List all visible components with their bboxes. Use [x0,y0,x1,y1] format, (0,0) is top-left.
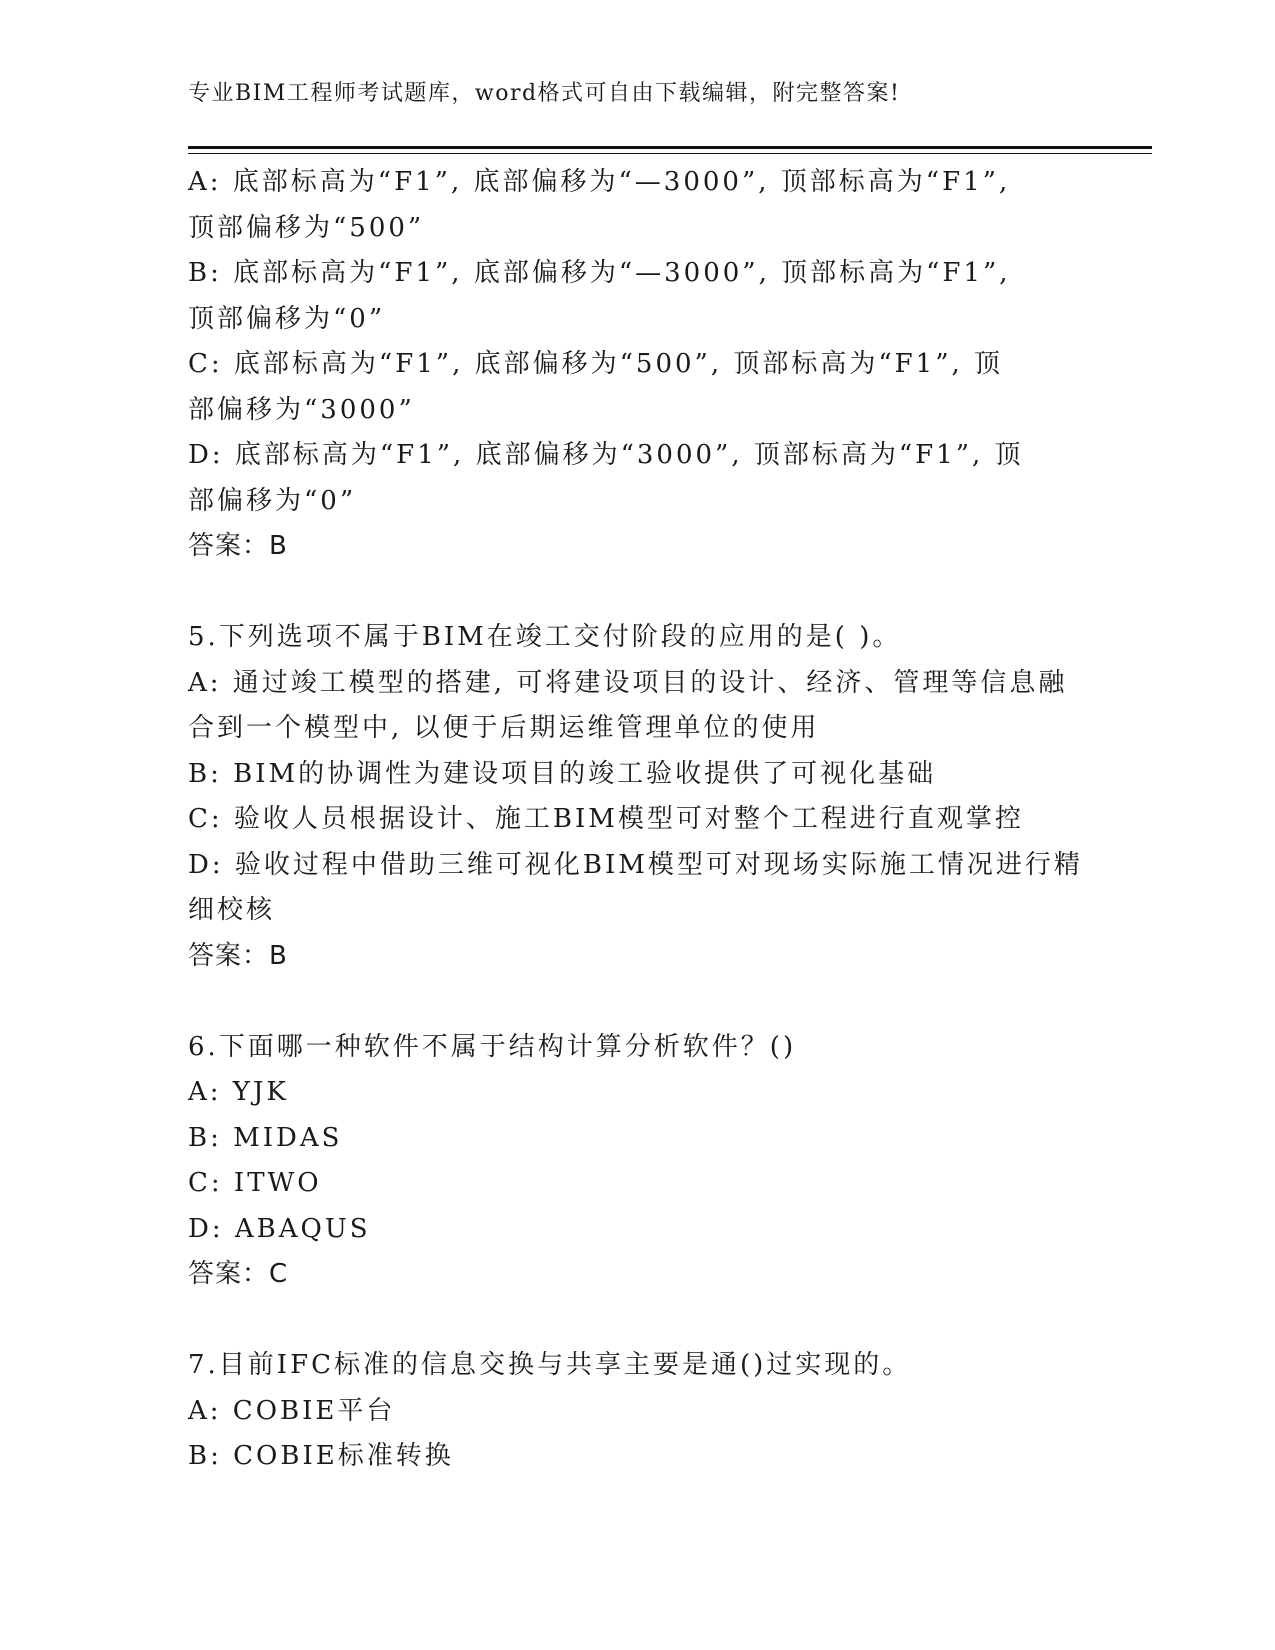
option-line: A: COBIE平台 [188,1395,396,1426]
spacer [188,570,1088,616]
header-rule-thick [188,146,1152,149]
option-line: 部偏移为“0” [188,485,357,516]
question-block [188,160,1088,570]
answer-line: 答案：B [188,531,288,561]
option-line: B: BIM的协调性为建设项目的竣工验收提供了可视化基础 [188,758,937,789]
question-block [188,1343,1088,1480]
option-line: D: 验收过程中借助三维可视化BIM模型可对现场实际施工情况进行精 [188,849,1083,880]
option-line: 合到一个模型中, 以便于后期运维管理单位的使用 [188,713,820,743]
document-body [188,160,1088,1480]
option-line: 顶部偏移为“500” [188,212,425,243]
question-block [188,1025,1088,1298]
answer-line: 答案：C [188,1259,289,1289]
question-text: 6.下面哪一种软件不属于结构计算分析软件？() [188,1031,797,1062]
option-line: C: 底部标高为“F1”, 底部偏移为“500”, 顶部标高为“F1”, 顶 [188,349,1004,379]
option-line: A: 通过竣工模型的搭建, 可将建设项目的设计、经济、管理等信息融 [188,667,1068,698]
option-line: A: YJK [188,1077,289,1107]
option-line: 部偏移为“3000” [188,394,415,425]
option-line: C: 验收人员根据设计、施工BIM模型可对整个工程进行直观掌控 [188,804,1024,834]
option-line: A: 底部标高为“F1”, 底部偏移为“—3000”, 顶部标高为“F1”, [188,167,1011,197]
question-block [188,615,1088,979]
answer-line: 答案：B [188,940,288,971]
header-rule-thin [188,153,1152,154]
option-line: 顶部偏移为“0” [188,303,386,334]
document-header: 专业BIM工程师考试题库，word格式可自由下载编辑，附完整答案! [188,81,901,106]
question-text: 7.目前IFC标准的信息交换与共享主要是通()过实现的。 [188,1350,912,1380]
option-line: D: ABAQUS [188,1213,371,1244]
option-line: B: MIDAS [188,1122,343,1153]
option-line: D: 底部标高为“F1”, 底部偏移为“3000”, 顶部标高为“F1”, 顶 [188,440,1024,470]
option-line: C: ITWO [188,1168,322,1198]
spacer [188,1298,1088,1344]
spacer [188,979,1088,1025]
option-line: B: COBIE标准转换 [188,1441,454,1471]
question-text: 5.下列选项不属于BIM在竣工交付阶段的应用的是( )。 [188,622,902,652]
option-line: 细校核 [188,895,276,925]
option-line: B: 底部标高为“F1”, 底部偏移为“—3000”, 顶部标高为“F1”, [188,258,1011,288]
